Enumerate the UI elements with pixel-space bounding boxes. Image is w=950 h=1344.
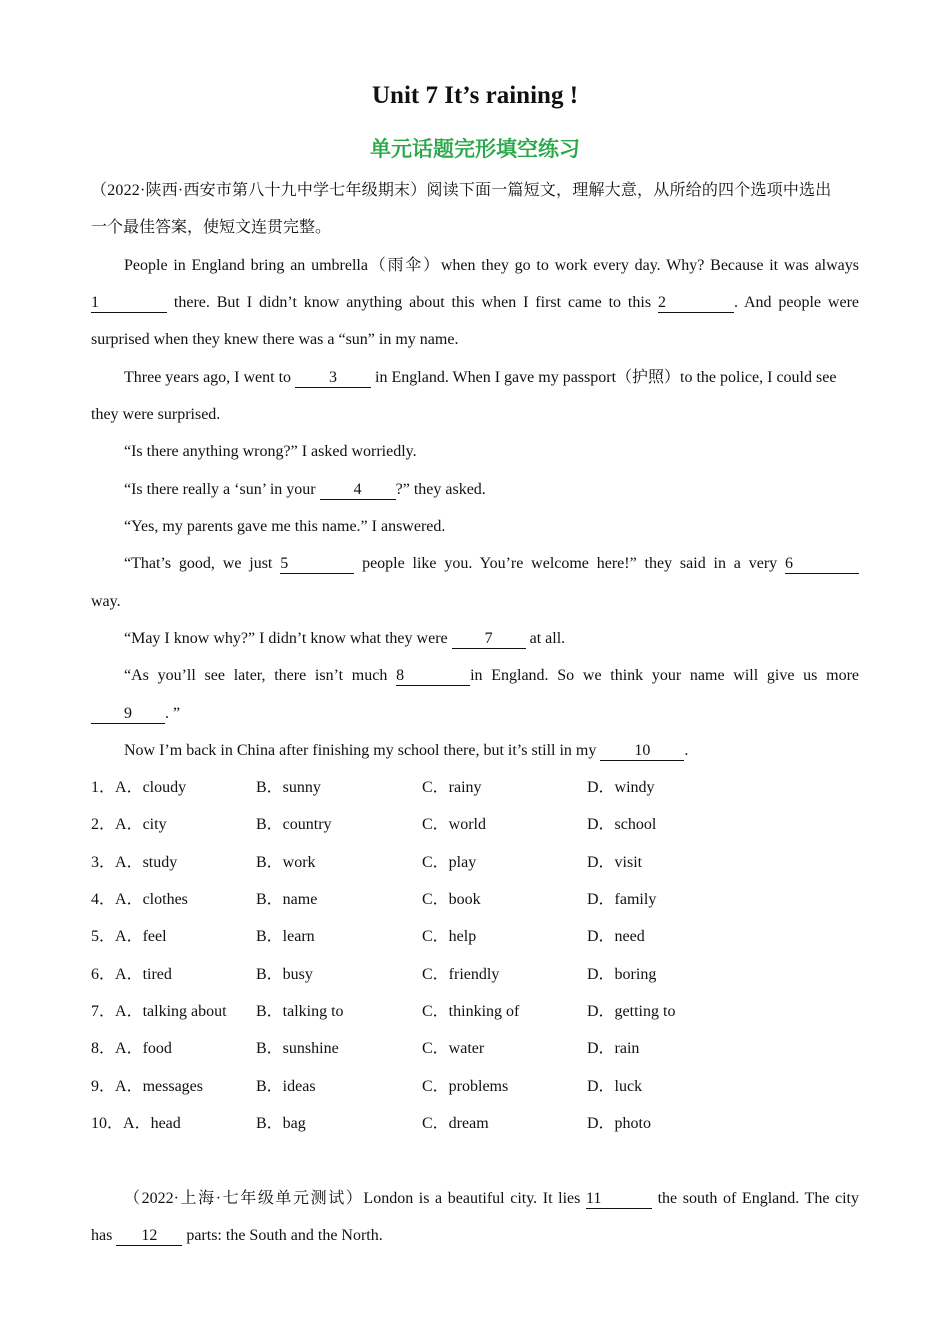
option-d[interactable]: D．need bbox=[587, 928, 645, 945]
text-segment: “Is there really a ‘sun’ in your bbox=[124, 481, 316, 498]
text-segment: the south of England. The city bbox=[657, 1190, 860, 1207]
option-b[interactable]: B．sunshine bbox=[256, 1040, 339, 1057]
option-row bbox=[91, 1039, 859, 1059]
blank-4[interactable]: 4 bbox=[320, 481, 396, 500]
option-row bbox=[91, 1114, 859, 1134]
paragraph-line: People in England bring an umbrella（雨伞）when they go to work every day. Why? Because it was always bbox=[124, 257, 859, 274]
passage1-source: （2022·陕西·西安市第八十九中学七年级期末）阅读下面一篇短文，理解大意，从所给的四个选项中选出 bbox=[91, 182, 832, 199]
text-segment: people like you. You’re welcome here!” they said in a very bbox=[362, 555, 778, 572]
text-segment: “That’s good, we just bbox=[124, 555, 273, 572]
blank-2[interactable]: 2 bbox=[658, 294, 734, 313]
option-a[interactable]: 2．A．city bbox=[91, 816, 167, 833]
option-a[interactable]: 1．A．cloudy bbox=[91, 779, 187, 796]
option-d[interactable]: D．school bbox=[587, 816, 657, 833]
text-segment: . And people were bbox=[733, 294, 860, 311]
blank-6[interactable]: 6 bbox=[785, 555, 859, 574]
option-row bbox=[91, 815, 859, 835]
option-c[interactable]: C．thinking of bbox=[422, 1003, 520, 1020]
option-b[interactable]: B．talking to bbox=[256, 1003, 344, 1020]
option-row bbox=[91, 853, 859, 873]
paragraph-line: surprised when they knew there was a “sun” in my name. bbox=[91, 331, 459, 348]
option-a[interactable]: 9．A．messages bbox=[91, 1078, 204, 1095]
blank-8[interactable]: 8 bbox=[396, 667, 470, 686]
option-b[interactable]: B．sunny bbox=[256, 779, 321, 796]
paragraph-line bbox=[91, 1226, 859, 1246]
option-c[interactable]: C．world bbox=[422, 816, 487, 833]
option-b[interactable]: B．ideas bbox=[256, 1078, 316, 1095]
option-b[interactable]: B．name bbox=[256, 891, 318, 908]
paragraph-line bbox=[91, 368, 859, 388]
option-d[interactable]: D．photo bbox=[587, 1115, 652, 1132]
paragraph-line: “Is there anything wrong?” I asked worriedly. bbox=[124, 443, 417, 460]
option-row bbox=[91, 778, 859, 798]
option-c[interactable]: C．book bbox=[422, 891, 481, 908]
option-b[interactable]: B．country bbox=[256, 816, 332, 833]
option-d[interactable]: D．family bbox=[587, 891, 657, 908]
blank-3[interactable]: 3 bbox=[295, 369, 371, 388]
option-b[interactable]: B．busy bbox=[256, 966, 313, 983]
option-d[interactable]: D．windy bbox=[587, 779, 655, 796]
option-c[interactable]: C．problems bbox=[422, 1078, 509, 1095]
paragraph-line: way. bbox=[91, 593, 121, 610]
option-b[interactable]: B．work bbox=[256, 854, 316, 871]
paragraph-line bbox=[91, 1189, 859, 1209]
blank-1[interactable]: 1 bbox=[91, 294, 167, 313]
page-subtitle: 单元话题完形填空练习 bbox=[370, 137, 580, 161]
text-segment: there. But I didn’t know anything about this when I first came to this bbox=[173, 294, 652, 311]
option-d[interactable]: D．rain bbox=[587, 1040, 640, 1057]
option-c[interactable]: C．play bbox=[422, 854, 477, 871]
paragraph-line: they were surprised. bbox=[91, 406, 221, 423]
option-row bbox=[91, 927, 859, 947]
option-a[interactable]: 10．A．head bbox=[91, 1115, 181, 1132]
blank-12[interactable]: 12 bbox=[116, 1227, 182, 1246]
text-segment: Now I’m back in China after finishing my school there, but it’s still in my bbox=[124, 742, 597, 759]
option-row bbox=[91, 890, 859, 910]
blank-10[interactable]: 10 bbox=[600, 742, 684, 761]
paragraph-line bbox=[91, 293, 859, 313]
option-row bbox=[91, 1077, 859, 1097]
option-c[interactable]: C．rainy bbox=[422, 779, 482, 796]
text-segment: （2022·上海·七年级单元测试）London is a beautiful city. It lies bbox=[124, 1190, 581, 1207]
paragraph-line bbox=[91, 741, 859, 761]
text-segment: . bbox=[684, 742, 689, 759]
option-d[interactable]: D．luck bbox=[587, 1078, 643, 1095]
text-segment: has bbox=[91, 1227, 113, 1244]
blank-11[interactable]: 11 bbox=[586, 1190, 652, 1209]
option-c[interactable]: C．help bbox=[422, 928, 477, 945]
option-a[interactable]: 8．A．food bbox=[91, 1040, 172, 1057]
text-segment: at all. bbox=[529, 630, 566, 647]
option-d[interactable]: D．visit bbox=[587, 854, 643, 871]
text-segment: in England. When I gave my passport（护照）to the police, I could see bbox=[375, 369, 837, 386]
option-b[interactable]: B．bag bbox=[256, 1115, 306, 1132]
text-segment: “May I know why?” I didn’t know what they were bbox=[124, 630, 448, 647]
option-a[interactable]: 7．A．talking about bbox=[91, 1003, 227, 1020]
option-c[interactable]: C．dream bbox=[422, 1115, 489, 1132]
blank-9[interactable]: 9 bbox=[91, 705, 165, 724]
option-d[interactable]: D．boring bbox=[587, 966, 657, 983]
paragraph-line bbox=[91, 704, 859, 724]
option-row bbox=[91, 1002, 859, 1022]
option-d[interactable]: D．getting to bbox=[587, 1003, 676, 1020]
option-a[interactable]: 3．A．study bbox=[91, 854, 178, 871]
paragraph-line bbox=[91, 629, 859, 649]
blank-5[interactable]: 5 bbox=[280, 555, 354, 574]
paragraph-line bbox=[91, 554, 859, 574]
paragraph-line bbox=[91, 666, 859, 686]
blank-7[interactable]: 7 bbox=[452, 630, 526, 649]
text-segment: “As you’ll see later, there isn’t much bbox=[124, 667, 388, 684]
paragraph-line: “Yes, my parents gave me this name.” I answered. bbox=[124, 518, 446, 535]
option-a[interactable]: 6．A．tired bbox=[91, 966, 172, 983]
option-c[interactable]: C．water bbox=[422, 1040, 485, 1057]
paragraph-line bbox=[91, 480, 859, 500]
passage1-source-cont: 一个最佳答案，使短文连贯完整。 bbox=[91, 219, 332, 236]
text-segment: . ” bbox=[165, 705, 181, 722]
option-row bbox=[91, 965, 859, 985]
text-segment: Three years ago, I went to bbox=[124, 369, 292, 386]
option-a[interactable]: 4．A．clothes bbox=[91, 891, 188, 908]
text-segment: ?” they asked. bbox=[395, 481, 486, 498]
text-segment: in England. So we think your name will give us more bbox=[470, 667, 860, 684]
option-c[interactable]: C．friendly bbox=[422, 966, 500, 983]
text-segment: parts: the South and the North. bbox=[186, 1227, 383, 1244]
option-b[interactable]: B．learn bbox=[256, 928, 315, 945]
page-title: Unit 7 It’s raining ! bbox=[371, 82, 579, 109]
option-a[interactable]: 5．A．feel bbox=[91, 928, 167, 945]
